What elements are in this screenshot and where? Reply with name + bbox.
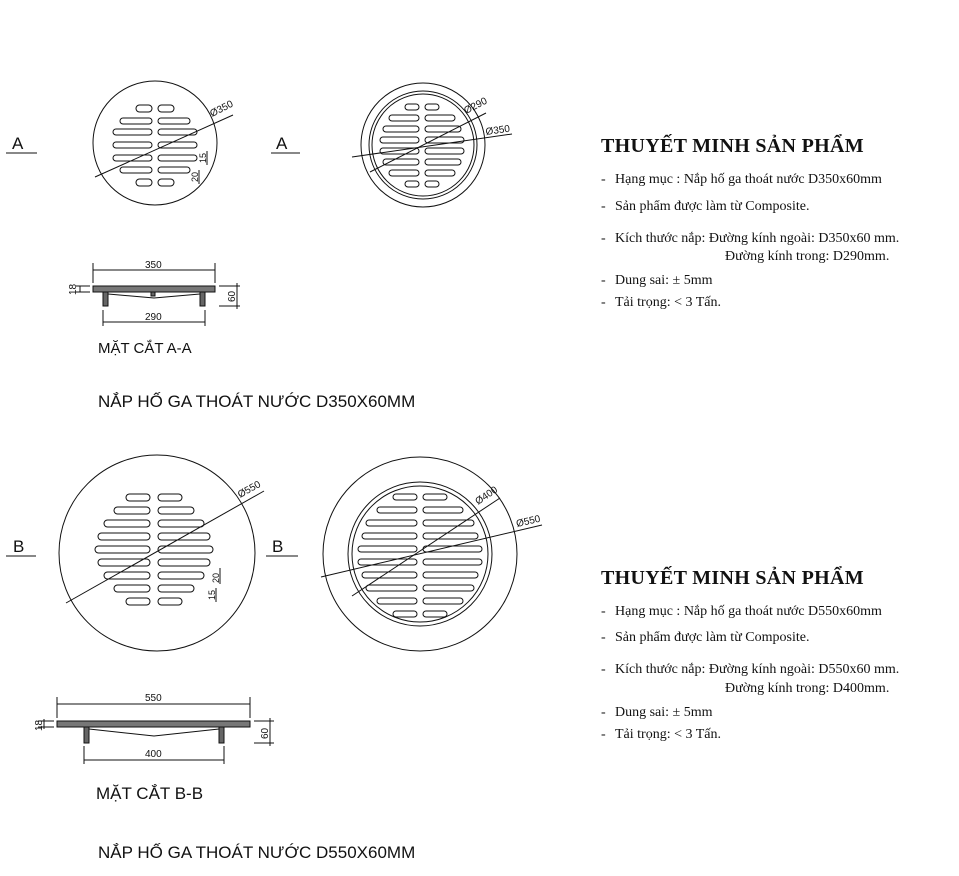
note-load: - Tải trọng: < 3 Tấn. <box>601 295 722 310</box>
left-rib <box>103 292 108 306</box>
diameter-label: Ø550 <box>236 479 263 501</box>
diameter-label: Ø350 <box>208 98 236 120</box>
product-title-d350: NẮP HỐ GA THOÁT NƯỚC D350X60MM <box>98 392 416 411</box>
note-size-outer: - Kích thước nắp: Đường kính ngoài: D350x60 mm. <box>601 231 900 246</box>
section-mark-a-left <box>6 134 37 153</box>
section-view-b-b <box>34 693 274 764</box>
inner-diameter-label: Ø290 <box>462 95 490 117</box>
section-caption-a-a: MẶT CẮT A-A <box>98 340 192 357</box>
cover-outline-circle <box>93 81 217 205</box>
svg-text:A: A <box>276 134 288 153</box>
thickness-dim-label: 18 <box>68 283 79 295</box>
outer-diameter-label: Ø550 <box>515 513 542 530</box>
cover-outline-circle <box>59 455 255 651</box>
product-title-d550: NẮP HỐ GA THOÁT NƯỚC D550X60MM <box>98 843 416 862</box>
thickness-dim-label: 18 <box>34 719 45 731</box>
slot-width-dim: 20 <box>211 572 221 583</box>
outer-diameter-label: Ø350 <box>484 123 511 138</box>
section-mark-b-right <box>266 537 298 556</box>
right-rib <box>200 292 205 306</box>
note-tolerance: - Dung sai: ± 5mm <box>601 273 713 288</box>
cover-plate-section <box>93 286 215 292</box>
slot-width-dim: 20 <box>190 171 200 182</box>
note-tolerance: - Dung sai: ± 5mm <box>601 705 713 720</box>
svg-text:B: B <box>13 537 25 556</box>
top-dim-label: 550 <box>145 693 162 704</box>
slot-gap-dim: 15 <box>198 152 208 163</box>
note-size-inner: Đường kính trong: D290mm. <box>725 249 890 264</box>
top-dim-label: 350 <box>145 260 162 271</box>
height-dim-label: 60 <box>227 290 238 302</box>
note-material: - Sản phẩm được làm từ Composite. <box>601 199 810 214</box>
svg-text:A: A <box>12 134 24 153</box>
note-material: - Sản phẩm được làm từ Composite. <box>601 630 810 645</box>
slot-gap-dim: 15 <box>207 589 217 600</box>
note-size-inner: Đường kính trong: D400mm. <box>725 681 890 696</box>
note-item: - Hạng mục : Nắp hố ga thoát nước D350x60mm <box>601 172 882 187</box>
note-load: - Tải trọng: < 3 Tấn. <box>601 727 722 742</box>
section-view-a-a <box>68 260 240 326</box>
section-mark-a-right <box>271 134 300 153</box>
elevation-view-d350 <box>352 83 512 207</box>
plan-view-d350 <box>93 81 236 205</box>
height-dim-label: 60 <box>260 727 271 739</box>
center-boss <box>151 292 155 296</box>
notes-title-d350: THUYẾT MINH SẢN PHẨM <box>601 135 864 157</box>
elevation-view-d550 <box>321 457 542 651</box>
right-rib <box>219 727 224 743</box>
plan-view-d550 <box>59 455 264 651</box>
drain-slots <box>358 494 482 617</box>
note-item: - Hạng mục : Nắp hố ga thoát nước D550x60mm <box>601 604 882 619</box>
section-caption-b-b: MẶT CẮT B-B <box>96 784 204 803</box>
cover-plate-section <box>57 721 250 727</box>
note-size-outer: - Kích thước nắp: Đường kính ngoài: D550x60 mm. <box>601 662 900 677</box>
svg-text:B: B <box>272 537 284 556</box>
bottom-dim-label: 400 <box>145 749 162 760</box>
bottom-dim-label: 290 <box>145 312 162 323</box>
drain-slots <box>113 105 197 186</box>
drain-slots <box>95 494 213 605</box>
notes-title-d550: THUYẾT MINH SẢN PHẨM <box>601 567 864 589</box>
left-rib <box>84 727 89 743</box>
section-mark-b-left <box>6 537 36 556</box>
inner-diameter-label: Ø400 <box>473 484 500 508</box>
